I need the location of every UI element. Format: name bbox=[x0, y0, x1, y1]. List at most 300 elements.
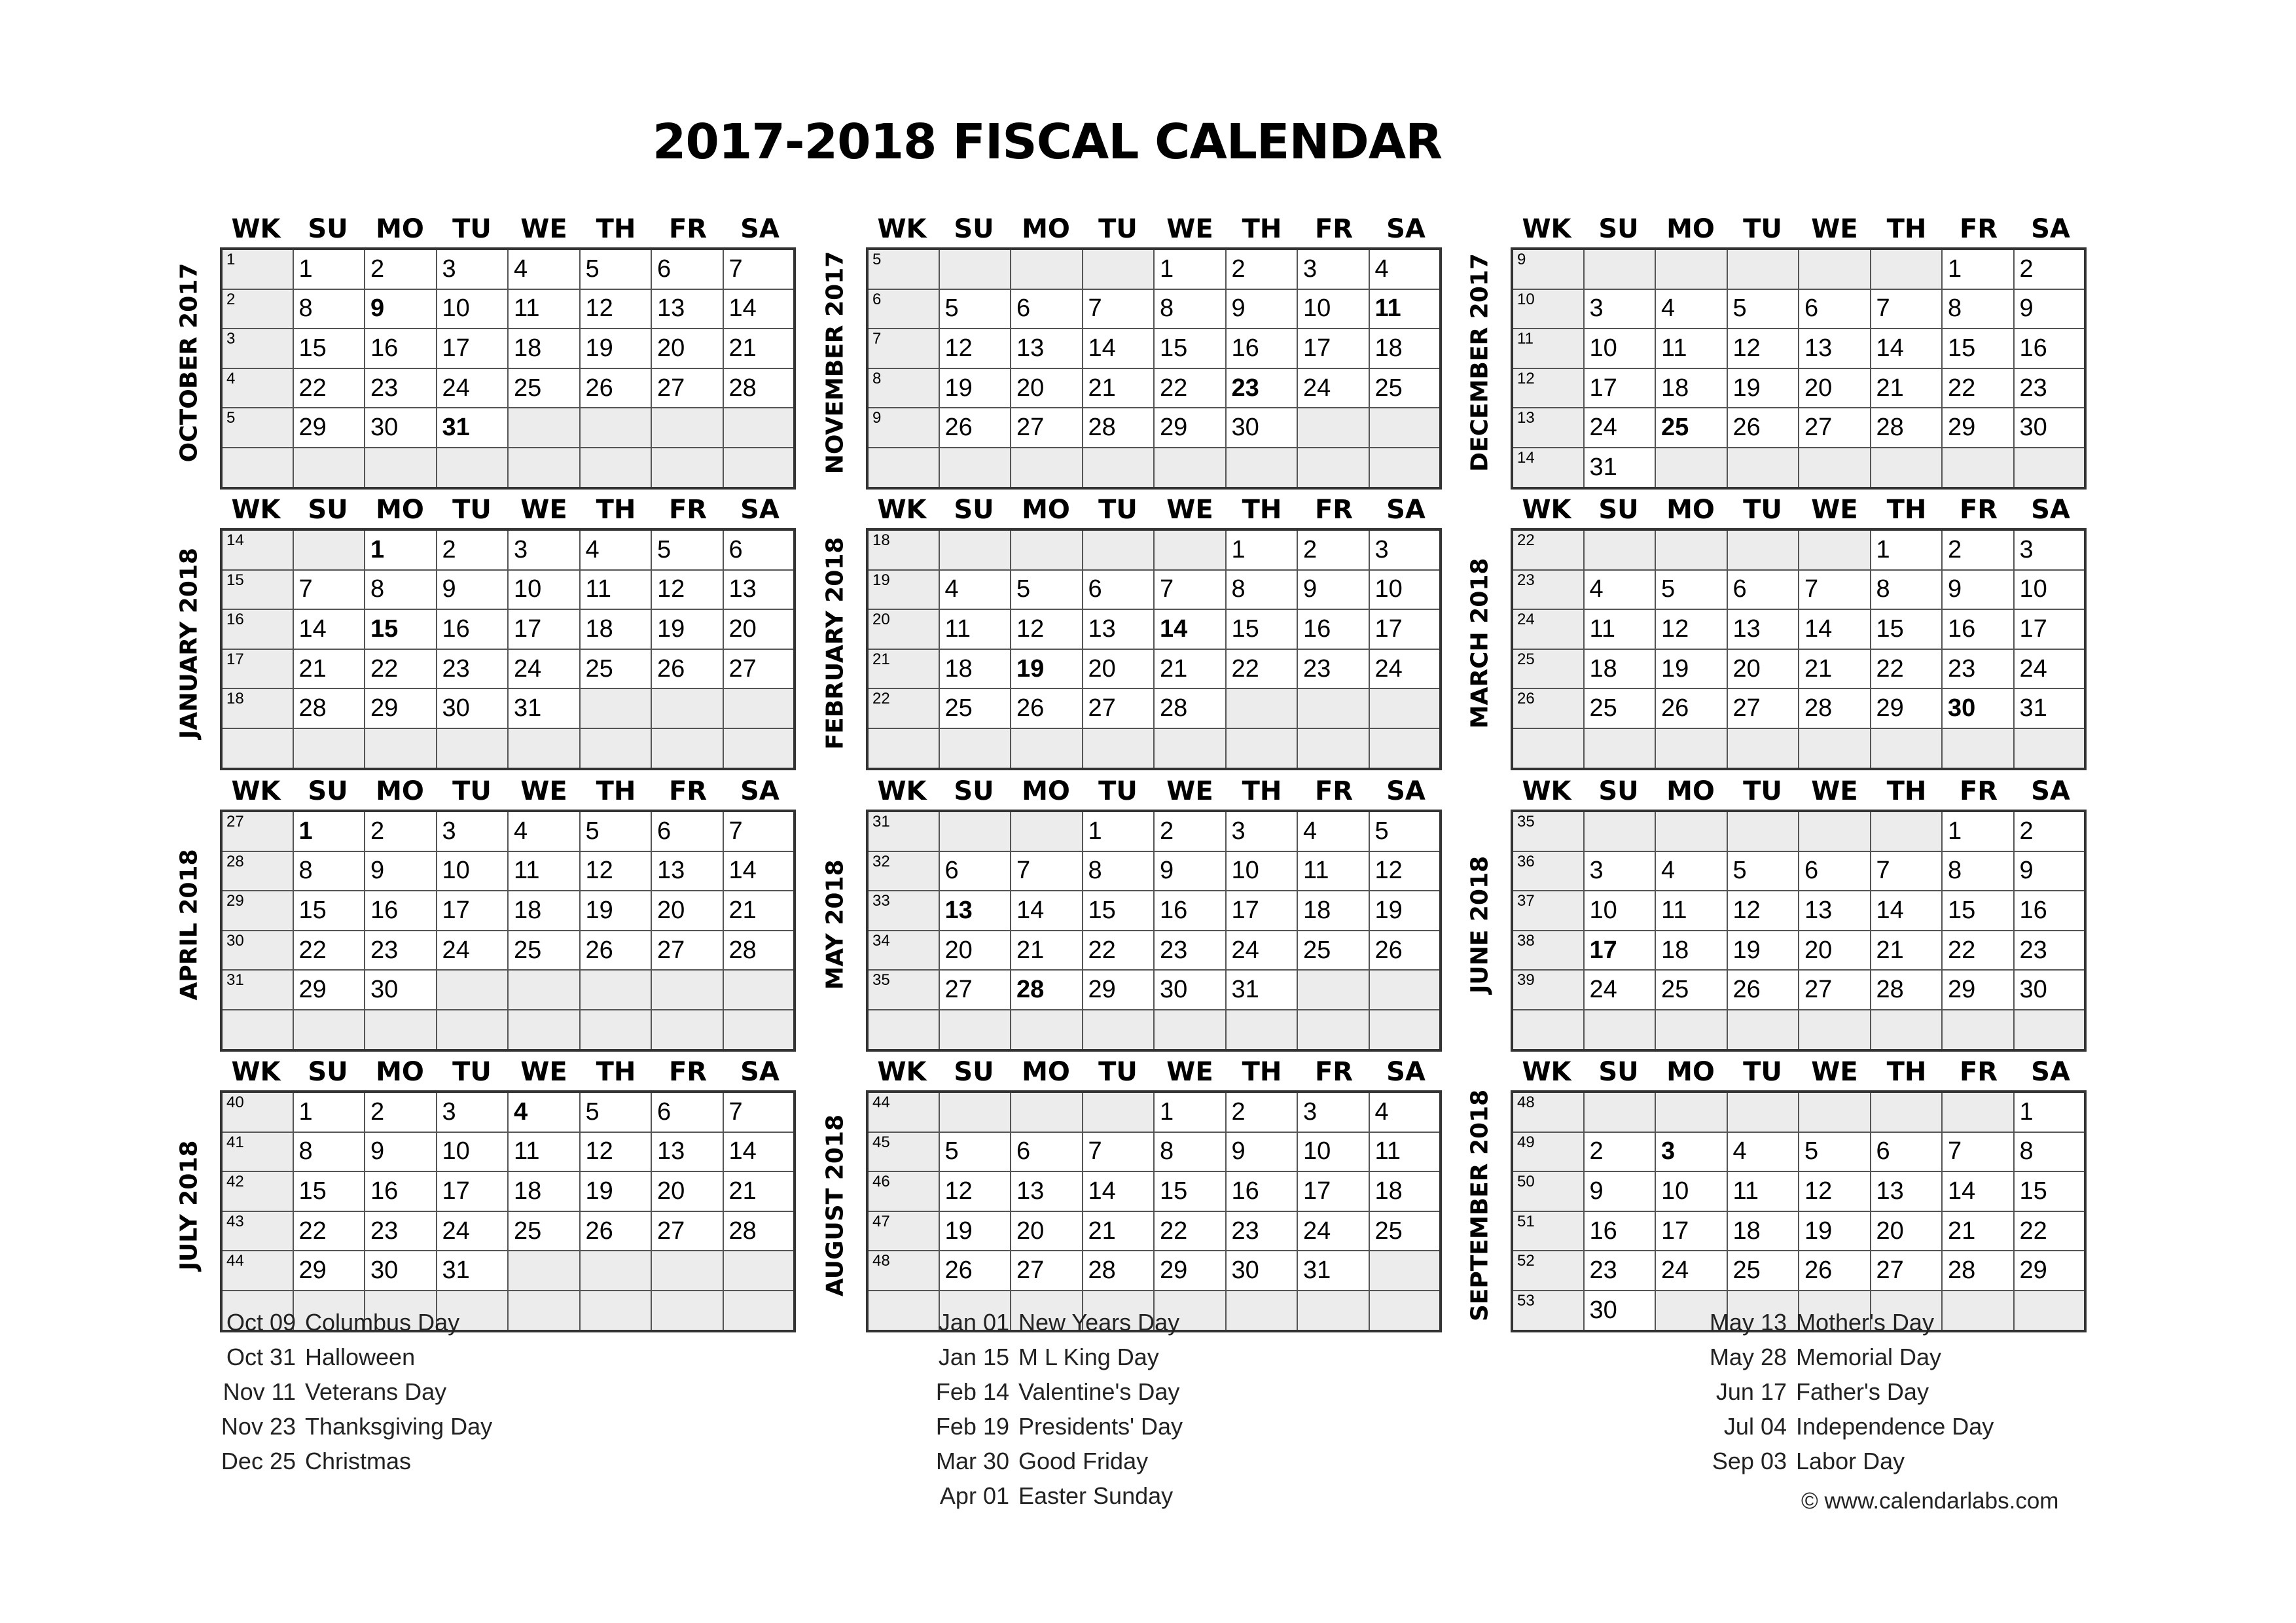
holiday-name: Columbus Day bbox=[305, 1309, 460, 1336]
day-cell bbox=[939, 329, 1011, 368]
day-number: 16 bbox=[1948, 615, 1976, 643]
day-number: 24 bbox=[1589, 976, 1617, 1004]
day-cell bbox=[1154, 1211, 1226, 1251]
day-cell bbox=[1297, 329, 1369, 368]
day-cell bbox=[1226, 570, 1298, 610]
day-cell bbox=[1799, 570, 1871, 610]
day-cell bbox=[723, 368, 795, 408]
week-row bbox=[221, 688, 795, 728]
day-number: 11 bbox=[1374, 1137, 1401, 1166]
weekday-th: TH bbox=[596, 1057, 636, 1087]
empty-cell bbox=[1011, 1010, 1083, 1050]
day-number: 10 bbox=[1303, 1137, 1331, 1166]
holiday-name: Father's Day bbox=[1796, 1378, 1929, 1405]
day-cell bbox=[1154, 1132, 1226, 1172]
day-cell bbox=[1083, 649, 1155, 689]
day-number: 21 bbox=[1088, 374, 1116, 402]
empty-cell bbox=[651, 1291, 723, 1331]
week-number-cell bbox=[1512, 329, 1584, 368]
empty-cell bbox=[1297, 688, 1369, 728]
week-row bbox=[867, 408, 1441, 448]
month-table bbox=[220, 247, 796, 490]
week-number-cell bbox=[221, 529, 293, 570]
day-number: 3 bbox=[442, 1097, 456, 1126]
day-number: 28 bbox=[298, 694, 327, 722]
weekday-wk: WK bbox=[231, 776, 281, 806]
day-number: 16 bbox=[370, 1177, 399, 1205]
day-cell bbox=[1727, 570, 1799, 610]
empty-cell bbox=[1727, 249, 1799, 289]
day-number: 28 bbox=[728, 374, 757, 402]
holiday-name: M L King Day bbox=[1018, 1344, 1159, 1370]
day-number: 27 bbox=[1732, 694, 1761, 722]
day-number: 24 bbox=[2019, 654, 2047, 683]
weekday-tu: TU bbox=[452, 495, 492, 525]
empty-cell bbox=[580, 1010, 652, 1050]
day-number: 8 bbox=[298, 294, 313, 323]
day-cell bbox=[437, 649, 509, 689]
week-number: 40 bbox=[226, 1094, 244, 1111]
week-number: 25 bbox=[1517, 650, 1535, 668]
empty-cell bbox=[1369, 728, 1441, 769]
week-row bbox=[1512, 289, 2085, 329]
day-cell bbox=[2014, 289, 2086, 329]
week-row bbox=[867, 1092, 1441, 1132]
day-cell bbox=[1942, 1251, 2014, 1291]
day-number: 17 bbox=[1231, 896, 1259, 924]
day-cell bbox=[1655, 1171, 1727, 1211]
day-cell bbox=[939, 1132, 1011, 1172]
day-number: 9 bbox=[1231, 294, 1246, 323]
day-cell bbox=[1727, 1171, 1799, 1211]
week-number-cell bbox=[1512, 811, 1584, 851]
day-number: 27 bbox=[1876, 1257, 1904, 1285]
day-cell bbox=[365, 851, 437, 891]
day-number: 8 bbox=[1160, 294, 1174, 323]
day-cell bbox=[580, 891, 652, 931]
empty-cell bbox=[939, 529, 1011, 570]
holiday-item bbox=[924, 1340, 1183, 1374]
empty-cell bbox=[1083, 448, 1155, 488]
week-number-cell bbox=[221, 448, 293, 488]
empty-cell bbox=[723, 1291, 795, 1331]
week-number-cell bbox=[1512, 728, 1584, 769]
week-number-cell bbox=[221, 1132, 293, 1172]
holiday-day-cell bbox=[508, 1092, 580, 1132]
day-cell bbox=[1584, 408, 1656, 448]
week-row bbox=[867, 1132, 1441, 1172]
day-number: 10 bbox=[442, 857, 470, 885]
day-number: 25 bbox=[514, 374, 542, 402]
day-cell bbox=[1727, 688, 1799, 728]
day-cell bbox=[1727, 609, 1799, 649]
day-number: 14 bbox=[728, 294, 757, 323]
day-number: 16 bbox=[2019, 334, 2047, 362]
empty-cell bbox=[1871, 448, 1943, 488]
day-number: 11 bbox=[1374, 294, 1401, 323]
weekday-sa: SA bbox=[740, 495, 780, 525]
weekday-mo: MO bbox=[1666, 214, 1715, 244]
day-number: 10 bbox=[514, 575, 542, 603]
weekday-su: SU bbox=[308, 776, 348, 806]
day-number: 10 bbox=[2019, 575, 2047, 603]
day-number: 19 bbox=[1016, 654, 1045, 683]
week-row bbox=[1512, 529, 2085, 570]
day-cell bbox=[1942, 851, 2014, 891]
day-cell bbox=[1154, 891, 1226, 931]
day-number: 31 bbox=[1589, 453, 1617, 481]
day-number: 25 bbox=[1303, 936, 1331, 964]
day-cell bbox=[1799, 609, 1871, 649]
weekday-mo: MO bbox=[1022, 214, 1070, 244]
week-number: 33 bbox=[872, 892, 890, 910]
day-cell bbox=[293, 851, 365, 891]
day-number: 29 bbox=[1088, 976, 1116, 1004]
day-cell bbox=[2014, 688, 2086, 728]
weekday-su: SU bbox=[308, 214, 348, 244]
day-number: 23 bbox=[1231, 1217, 1259, 1245]
empty-cell bbox=[293, 728, 365, 769]
day-number: 29 bbox=[298, 976, 327, 1004]
day-cell bbox=[437, 931, 509, 971]
day-cell bbox=[365, 1171, 437, 1211]
day-cell bbox=[1727, 851, 1799, 891]
week-row bbox=[221, 329, 795, 368]
week-row bbox=[867, 609, 1441, 649]
month-name-label: DECEMBER 2017 bbox=[1466, 253, 1494, 472]
day-number: 5 bbox=[1804, 1137, 1819, 1166]
weekday-fr: FR bbox=[1959, 214, 1998, 244]
day-cell bbox=[437, 529, 509, 570]
day-cell bbox=[580, 1092, 652, 1132]
day-number: 4 bbox=[1374, 255, 1389, 283]
empty-cell bbox=[580, 1251, 652, 1291]
day-number: 16 bbox=[370, 896, 399, 924]
week-row bbox=[867, 851, 1441, 891]
day-number: 21 bbox=[728, 896, 757, 924]
day-cell bbox=[1226, 931, 1298, 971]
day-cell bbox=[1154, 570, 1226, 610]
week-number-cell bbox=[867, 1010, 939, 1050]
day-number: 12 bbox=[1804, 1177, 1833, 1205]
empty-cell bbox=[1154, 728, 1226, 769]
weekday-header bbox=[866, 213, 1442, 245]
week-row bbox=[867, 249, 1441, 289]
day-cell bbox=[1799, 1251, 1871, 1291]
week-row bbox=[1512, 970, 2085, 1010]
day-cell bbox=[1871, 1132, 1943, 1172]
day-cell bbox=[1942, 811, 2014, 851]
day-cell bbox=[1871, 289, 1943, 329]
holiday-day-cell bbox=[365, 529, 437, 570]
day-number: 29 bbox=[1948, 976, 1976, 1004]
week-number-cell bbox=[867, 289, 939, 329]
day-number: 21 bbox=[728, 334, 757, 362]
weekday-header bbox=[866, 494, 1442, 526]
day-cell bbox=[293, 970, 365, 1010]
day-cell bbox=[1942, 329, 2014, 368]
day-number: 20 bbox=[1804, 936, 1833, 964]
week-number: 22 bbox=[1517, 531, 1535, 549]
day-number: 8 bbox=[1948, 857, 1962, 885]
day-number: 23 bbox=[370, 936, 399, 964]
day-number: 25 bbox=[1661, 414, 1689, 442]
day-cell bbox=[651, 249, 723, 289]
weekday-mo: MO bbox=[376, 776, 424, 806]
week-number: 46 bbox=[872, 1173, 890, 1191]
day-number: 2 bbox=[1231, 255, 1246, 283]
day-cell bbox=[1297, 1092, 1369, 1132]
day-number: 22 bbox=[370, 654, 399, 683]
week-number: 26 bbox=[1517, 690, 1535, 708]
day-cell bbox=[1799, 649, 1871, 689]
day-cell bbox=[1727, 329, 1799, 368]
day-cell bbox=[1369, 1132, 1441, 1172]
day-cell bbox=[723, 329, 795, 368]
day-cell bbox=[1369, 368, 1441, 408]
day-cell bbox=[437, 851, 509, 891]
empty-cell bbox=[1942, 1010, 2014, 1050]
day-number: 7 bbox=[728, 817, 743, 845]
weekday-we: WE bbox=[520, 1057, 567, 1087]
day-cell bbox=[939, 1171, 1011, 1211]
week-number-cell bbox=[867, 1132, 939, 1172]
weekday-sa: SA bbox=[2031, 1057, 2070, 1087]
day-number: 18 bbox=[1661, 936, 1689, 964]
day-cell bbox=[1226, 649, 1298, 689]
week-number-cell bbox=[867, 1171, 939, 1211]
day-cell bbox=[293, 609, 365, 649]
weekday-we: WE bbox=[520, 214, 567, 244]
day-cell bbox=[1584, 1132, 1656, 1172]
week-row bbox=[867, 728, 1441, 769]
holiday-name: Veterans Day bbox=[305, 1378, 447, 1405]
weekday-th: TH bbox=[596, 495, 636, 525]
day-cell bbox=[1942, 1132, 2014, 1172]
empty-cell bbox=[939, 448, 1011, 488]
day-cell bbox=[1655, 289, 1727, 329]
week-row bbox=[221, 609, 795, 649]
month-name bbox=[819, 810, 852, 1040]
holiday-item bbox=[924, 1444, 1183, 1478]
day-number: 17 bbox=[1303, 334, 1331, 362]
day-number: 28 bbox=[728, 1217, 757, 1245]
day-cell bbox=[723, 1132, 795, 1172]
holiday-day-cell bbox=[939, 891, 1011, 931]
empty-cell bbox=[437, 448, 509, 488]
day-cell bbox=[293, 408, 365, 448]
day-number: 10 bbox=[1661, 1177, 1689, 1205]
holiday-name: Independence Day bbox=[1796, 1413, 1994, 1440]
day-cell bbox=[1655, 891, 1727, 931]
holiday-item bbox=[211, 1409, 492, 1444]
day-cell bbox=[580, 609, 652, 649]
day-cell bbox=[508, 688, 580, 728]
empty-cell bbox=[651, 408, 723, 448]
day-number: 21 bbox=[1876, 936, 1904, 964]
day-cell bbox=[1226, 1092, 1298, 1132]
weekday-th: TH bbox=[1886, 214, 1927, 244]
day-number: 13 bbox=[1876, 1177, 1904, 1205]
day-cell bbox=[1799, 851, 1871, 891]
day-cell bbox=[1011, 1211, 1083, 1251]
day-number: 10 bbox=[442, 1137, 470, 1166]
empty-cell bbox=[365, 1010, 437, 1050]
empty-cell bbox=[1369, 448, 1441, 488]
week-number-cell bbox=[221, 609, 293, 649]
day-cell bbox=[365, 931, 437, 971]
day-number: 27 bbox=[1804, 976, 1833, 1004]
empty-cell bbox=[437, 970, 509, 1010]
month-table bbox=[1511, 1090, 2087, 1332]
day-number: 1 bbox=[1876, 535, 1890, 563]
week-row bbox=[867, 891, 1441, 931]
week-number-cell bbox=[1512, 1211, 1584, 1251]
day-cell bbox=[1727, 1132, 1799, 1172]
day-cell bbox=[1154, 811, 1226, 851]
day-cell bbox=[1226, 408, 1298, 448]
weekday-sa: SA bbox=[2031, 776, 2070, 806]
month-table bbox=[866, 247, 1442, 490]
week-number-cell bbox=[1512, 1092, 1584, 1132]
day-cell bbox=[1369, 851, 1441, 891]
day-number: 2 bbox=[1160, 817, 1174, 845]
day-cell bbox=[1871, 688, 1943, 728]
day-number: 16 bbox=[2019, 896, 2047, 924]
month-august-2018 bbox=[821, 1056, 1442, 1321]
day-cell bbox=[1871, 1251, 1943, 1291]
day-number: 11 bbox=[944, 615, 971, 643]
day-cell bbox=[1297, 1171, 1369, 1211]
holiday-date: Dec 25 bbox=[221, 1448, 296, 1474]
day-number: 3 bbox=[1589, 857, 1604, 885]
week-number-cell bbox=[1512, 368, 1584, 408]
day-cell bbox=[939, 368, 1011, 408]
month-name bbox=[819, 1090, 852, 1321]
week-number-cell bbox=[867, 609, 939, 649]
day-cell bbox=[365, 368, 437, 408]
day-number: 16 bbox=[1303, 615, 1331, 643]
day-number: 6 bbox=[1804, 294, 1819, 323]
week-row bbox=[221, 529, 795, 570]
weekday-we: WE bbox=[1166, 776, 1213, 806]
day-number: 8 bbox=[370, 575, 385, 603]
month-name-label: JUNE 2018 bbox=[1466, 855, 1494, 994]
day-number: 15 bbox=[2019, 1177, 2047, 1205]
week-row bbox=[221, 649, 795, 689]
day-number: 8 bbox=[1160, 1137, 1174, 1166]
day-cell bbox=[1154, 970, 1226, 1010]
day-number: 28 bbox=[1876, 414, 1904, 442]
day-cell bbox=[1083, 970, 1155, 1010]
day-cell bbox=[1297, 609, 1369, 649]
day-cell bbox=[1297, 249, 1369, 289]
weekday-wk: WK bbox=[877, 776, 927, 806]
day-cell bbox=[508, 529, 580, 570]
day-number: 14 bbox=[1016, 896, 1045, 924]
week-row bbox=[1512, 1092, 2085, 1132]
day-cell bbox=[1871, 931, 1943, 971]
empty-cell bbox=[2014, 448, 2086, 488]
empty-cell bbox=[293, 448, 365, 488]
day-cell bbox=[1942, 1171, 2014, 1211]
weekday-we: WE bbox=[1166, 1057, 1213, 1087]
empty-cell bbox=[651, 970, 723, 1010]
holiday-item bbox=[211, 1340, 492, 1374]
weekday-wk: WK bbox=[1522, 495, 1571, 525]
day-cell bbox=[723, 1171, 795, 1211]
weekday-mo: MO bbox=[1022, 1057, 1070, 1087]
week-number: 24 bbox=[1517, 611, 1535, 629]
week-row bbox=[221, 1092, 795, 1132]
empty-cell bbox=[651, 688, 723, 728]
day-cell bbox=[1297, 1251, 1369, 1291]
day-number: 11 bbox=[1589, 615, 1615, 643]
day-number: 31 bbox=[2019, 694, 2047, 722]
weekday-tu: TU bbox=[1743, 776, 1782, 806]
week-number: 27 bbox=[226, 813, 244, 830]
week-number: 5 bbox=[226, 409, 236, 427]
day-cell bbox=[1942, 970, 2014, 1010]
day-number: 22 bbox=[1876, 654, 1904, 683]
day-number: 5 bbox=[585, 255, 600, 283]
empty-cell bbox=[1727, 811, 1799, 851]
holiday-date: Jan 01 bbox=[938, 1309, 1009, 1336]
week-number: 11 bbox=[1517, 330, 1534, 348]
day-cell bbox=[365, 688, 437, 728]
day-number: 7 bbox=[1804, 575, 1819, 603]
empty-cell bbox=[939, 811, 1011, 851]
day-number: 13 bbox=[657, 294, 685, 323]
week-number: 49 bbox=[1517, 1133, 1535, 1151]
day-number: 1 bbox=[2019, 1097, 2034, 1126]
week-row bbox=[1512, 649, 2085, 689]
day-number: 14 bbox=[1088, 334, 1116, 362]
weekday-wk: WK bbox=[231, 495, 281, 525]
month-april-2018 bbox=[175, 776, 796, 1040]
month-name-label: OCTOBER 2017 bbox=[175, 262, 203, 463]
day-cell bbox=[651, 851, 723, 891]
day-cell bbox=[1584, 1291, 1656, 1331]
weekday-header bbox=[866, 1056, 1442, 1088]
day-number: 17 bbox=[442, 896, 470, 924]
day-cell bbox=[1369, 891, 1441, 931]
day-number: 6 bbox=[1088, 575, 1102, 603]
day-cell bbox=[651, 329, 723, 368]
week-row bbox=[221, 891, 795, 931]
day-cell bbox=[1727, 368, 1799, 408]
day-number: 20 bbox=[728, 615, 757, 643]
day-number: 28 bbox=[1804, 694, 1833, 722]
day-cell bbox=[1655, 1251, 1727, 1291]
day-number: 30 bbox=[2019, 414, 2047, 442]
day-number: 13 bbox=[657, 857, 685, 885]
empty-cell bbox=[723, 1010, 795, 1050]
day-number: 19 bbox=[1374, 896, 1403, 924]
day-cell bbox=[1226, 329, 1298, 368]
holiday-day-cell bbox=[1226, 368, 1298, 408]
empty-cell bbox=[1584, 529, 1656, 570]
day-number: 18 bbox=[1661, 374, 1689, 402]
empty-cell bbox=[723, 448, 795, 488]
week-number: 7 bbox=[872, 330, 882, 348]
day-number: 12 bbox=[1732, 334, 1761, 362]
day-number: 1 bbox=[1948, 817, 1962, 845]
day-number: 18 bbox=[1374, 1177, 1403, 1205]
weekday-wk: WK bbox=[231, 214, 281, 244]
week-number-cell bbox=[1512, 688, 1584, 728]
week-row bbox=[1512, 368, 2085, 408]
